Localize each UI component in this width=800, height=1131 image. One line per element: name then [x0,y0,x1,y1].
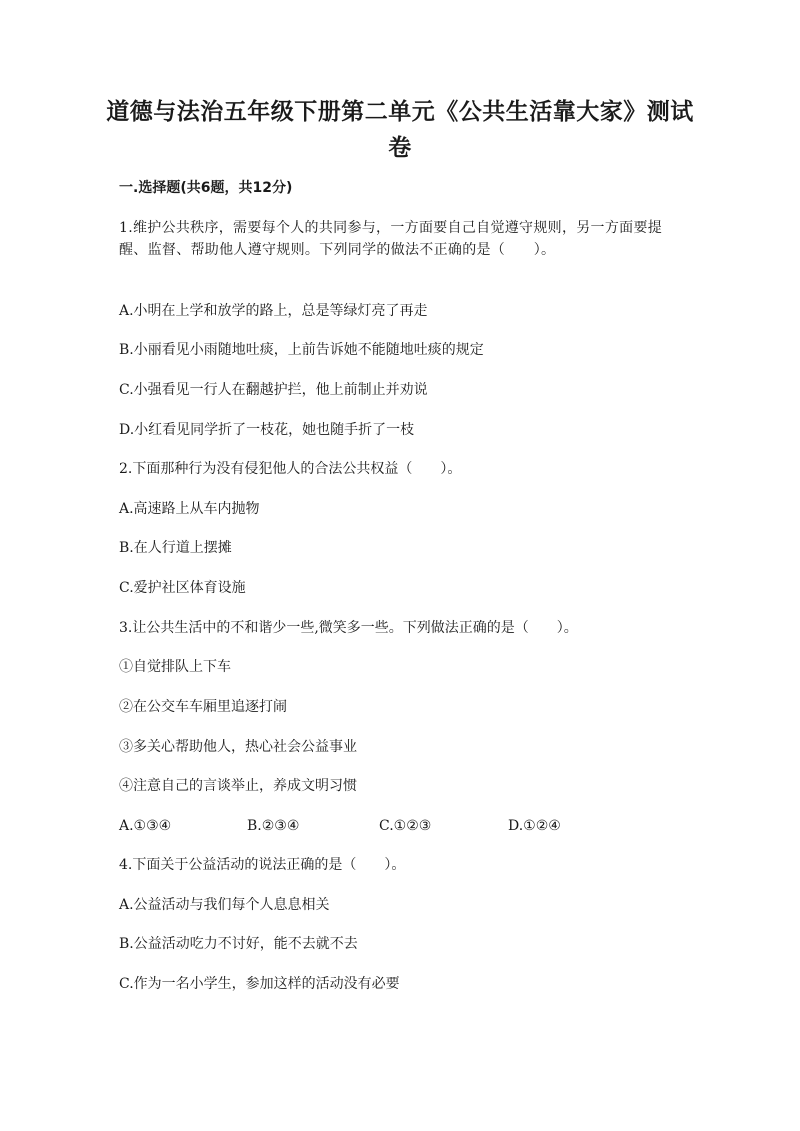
question-2-option-c: C.爱护社区体育设施 [119,580,246,596]
question-3-item-1: ①自觉排队上下车 [119,659,231,675]
question-2-option-a: A.高速路上从车内抛物 [119,501,260,517]
question-3-item-4: ④注意自己的言谈举止，养成文明习惯 [119,778,357,794]
question-1-option-b: B.小丽看见小雨随地吐痰，上前告诉她不能随地吐痰的规定 [119,342,484,358]
question-1-option-d: D.小红看见同学折了一枝花，她也随手折了一枝 [119,422,415,438]
question-3-option-b: B.②③④ [247,818,300,834]
question-4-stem: 4.下面关于公益活动的说法正确的是（ ）。 [119,857,406,873]
question-3-stem: 3.让公共生活中的不和谐少一些,微笑多一些。下列做法正确的是（ ）。 [119,620,578,636]
question-2-stem: 2.下面那种行为没有侵犯他人的合法公共权益（ ）。 [119,461,462,477]
question-2-option-b: B.在人行道上摆摊 [119,540,232,556]
question-1-stem: 1.维护公共秩序，需要每个人的共同参与，一方面要自己自觉遵守规则，另一方面要提醒、监督、帮助他人遵守规则。下列同学的做法不正确的是（ ）。 [119,220,663,258]
question-4-option-a: A.公益活动与我们每个人息息相关 [119,897,330,913]
question-4-option-b: B.公益活动吃力不讨好，能不去就不去 [119,936,358,952]
question-3-option-a: A.①③④ [119,818,172,834]
question-1-option-a: A.小明在上学和放学的路上，总是等绿灯亮了再走 [119,303,428,319]
question-3-option-d: D.①②④ [508,818,561,834]
question-3-item-2: ②在公交车车厢里追逐打闹 [119,699,287,715]
section-heading: 一.选择题(共6题，共12分) [119,180,293,196]
question-1-option-c: C.小强看见一行人在翻越护拦，他上前制止并劝说 [119,382,428,398]
question-4-option-c: C.作为一名小学生，参加这样的活动没有必要 [119,976,400,992]
question-3-option-c: C.①②③ [379,818,432,834]
page-title: 道德与法治五年级下册第二单元《公共生活靠大家》测试卷 [106,99,694,161]
question-3-item-3: ③多关心帮助他人，热心社会公益事业 [119,739,357,755]
